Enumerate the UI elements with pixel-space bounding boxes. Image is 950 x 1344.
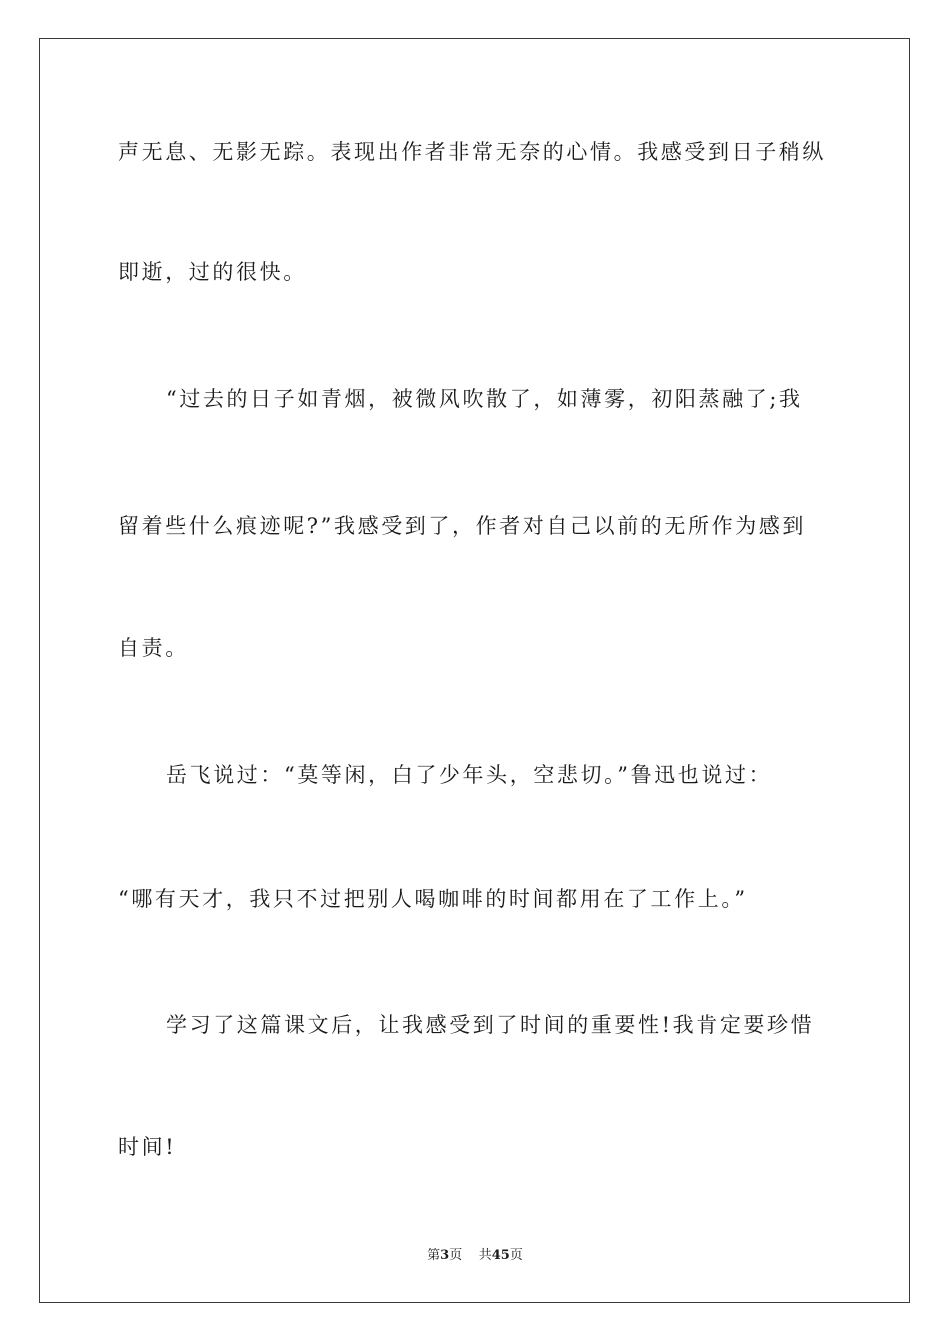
text-line: 声无息、无影无踪。表现出作者非常无奈的心情。我感受到日子稍纵: [118, 140, 826, 164]
text-line: 学习了这篇课文后，让我感受到了时间的重要性!我肯定要珍惜: [166, 1013, 815, 1037]
text-line: 即逝，过的很快。: [118, 260, 307, 284]
text-line: 岳飞说过：“莫等闲，白了少年头，空悲切。”鲁迅也说过：: [166, 763, 773, 787]
current-page-number: 3: [440, 1248, 450, 1263]
footer-suffix: 页: [509, 1248, 523, 1263]
total-page-count: 45: [491, 1248, 510, 1263]
text-line: 时间!: [118, 1135, 177, 1159]
text-line: “哪有天才，我只不过把别人喝咖啡的时间都用在了工作上。”: [118, 887, 748, 911]
page-footer: [0, 1248, 950, 1264]
footer-mid: 页 共: [449, 1248, 492, 1263]
text-line: “过去的日子如青烟，被微风吹散了，如薄雾，初阳蒸融了;我: [166, 387, 803, 411]
text-line: 自责。: [118, 636, 189, 660]
text-line: 留着些什么痕迹呢?”我感受到了，作者对自己以前的无所作为感到: [118, 514, 806, 538]
page-border: [39, 38, 910, 1303]
footer-prefix: 第: [427, 1248, 441, 1263]
